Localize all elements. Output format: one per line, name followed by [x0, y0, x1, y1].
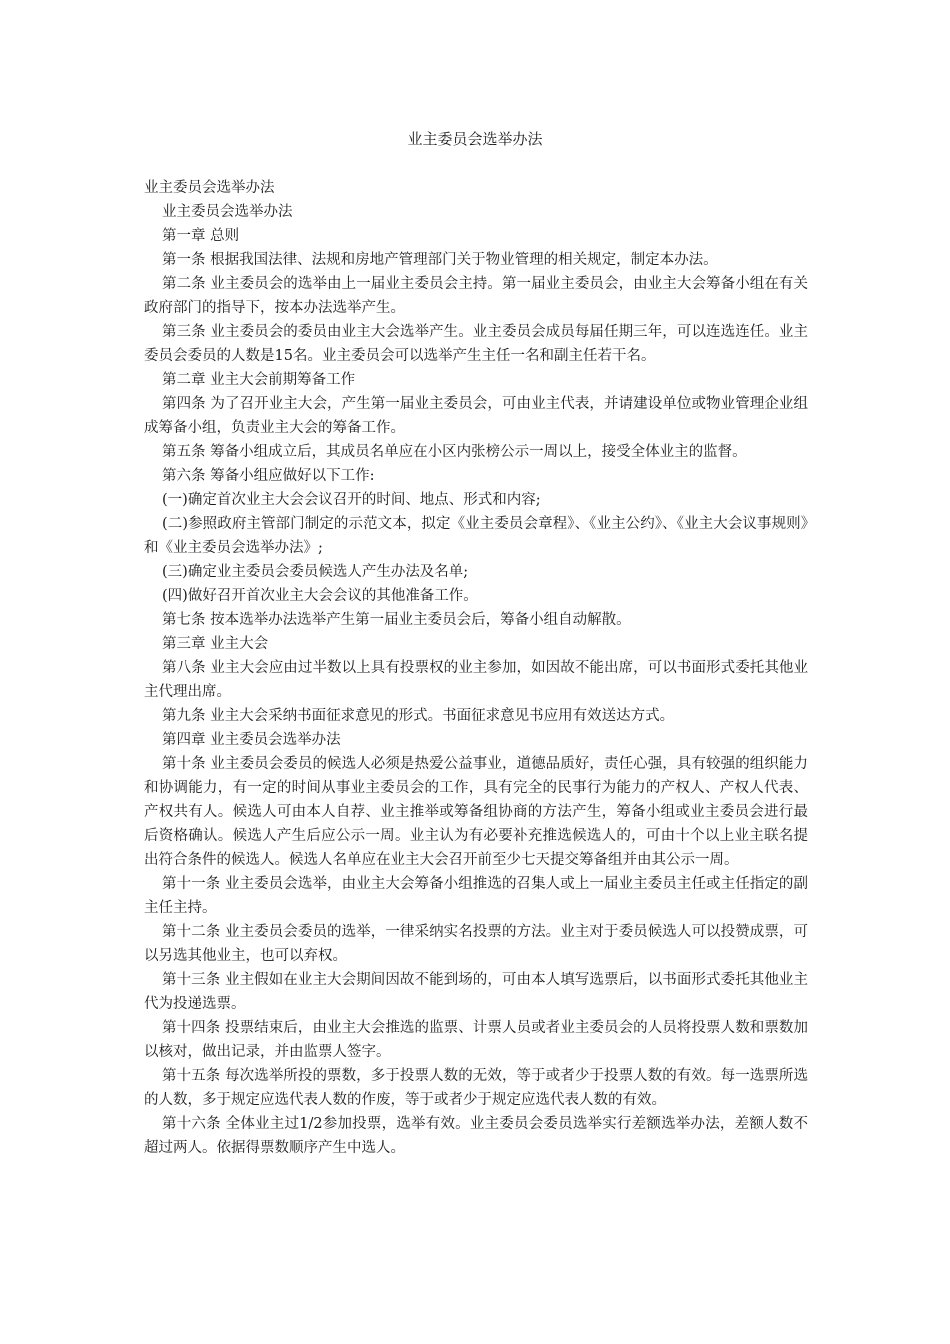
article-paragraph: 第六条 筹备小组应做好以下工作:: [162, 468, 375, 484]
article-paragraph: 第十三条 业主假如在业主大会期间因故不能到场的，可由本人填写选票后，以书面形式委托其他业主代为投递选票。: [144, 972, 808, 1012]
article-paragraph: 第一条 根据我国法律、法规和房地产管理部门关于物业管理的相关规定，制定本办法。: [162, 252, 718, 268]
chapter-heading: 第三章 业主大会: [162, 636, 269, 652]
heading-repeat-indented: 业主委员会选举办法: [162, 204, 293, 220]
article-paragraph: 第十四条 投票结束后，由业主大会推选的监票、计票人员或者业主委员会的人员将投票人数和票数加以核对，做出记录，并由监票人签字。: [144, 1020, 808, 1060]
article-paragraph: 第五条 筹备小组成立后，其成员名单应在小区内张榜公示一周以上，接受全体业主的监督。: [162, 444, 747, 460]
chapter-heading: 第二章 业主大会前期筹备工作: [162, 372, 356, 388]
chapter-heading: 第一章 总则: [162, 228, 240, 244]
list-item: (一)确定首次业主大会会议召开的时间、地点、形式和内容;: [162, 492, 541, 508]
list-item: (四)做好召开首次业主大会会议的其他准备工作。: [162, 588, 478, 604]
article-paragraph: 第十一条 业主委员会选举，由业主大会筹备小组推选的召集人或上一届业主委员主任或主任指定的副主任主持。: [144, 876, 808, 916]
chapter-heading: 第四章 业主委员会选举办法: [162, 732, 341, 748]
article-paragraph: 第三条 业主委员会的委员由业主大会选举产生。业主委员会成员每届任期三年，可以连选连任。业主委员会委员的人数是15名。业主委员会可以选举产生主任一名和副主任若干名。: [144, 324, 808, 364]
article-paragraph: 第十二条 业主委员会委员的选举，一律采纳实名投票的方法。业主对于委员候选人可以投赞成票，可以另选其他业主，也可以弃权。: [144, 924, 808, 964]
document-body: [144, 176, 808, 1160]
article-paragraph: 第八条 业主大会应由过半数以上具有投票权的业主参加，如因故不能出席，可以书面形式委托其他业主代理出席。: [144, 660, 808, 700]
article-paragraph: 第十五条 每次选举所投的票数，多于投票人数的无效，等于或者少于投票人数的有效。每一选票所选的人数，多于规定应选代表人数的作废，等于或者少于规定应选代表人数的有效。: [144, 1068, 808, 1108]
document-title: 业主委员会选举办法: [407, 130, 543, 148]
article-paragraph: 第七条 按本选举办法选举产生第一届业主委员会后，筹备小组自动解散。: [162, 612, 631, 628]
heading-repeat: 业主委员会选举办法: [144, 180, 275, 196]
list-item: (三)确定业主委员会委员候选人产生办法及名单;: [162, 564, 469, 580]
article-paragraph: 第九条 业主大会采纳书面征求意见的形式。书面征求意见书应用有效送达方式。: [162, 708, 675, 724]
article-paragraph: 第十六条 全体业主过1/2参加投票，选举有效。业主委员会委员选举实行差额选举办法，差额人数不超过两人。依据得票数顺序产生中选人。: [144, 1116, 808, 1156]
list-item: (二)参照政府主管部门制定的示范文本，拟定《业主委员会章程》、《业主公约》、《业主大会议事规则》和《业主委员会选举办法》;: [144, 516, 808, 556]
article-paragraph: 第十条 业主委员会委员的候选人必须是热爱公益事业，道德品质好，责任心强，具有较强的组织能力和协调能力，有一定的时间从事业主委员会的工作，具有完全的民事行为能力的产权人、产权人代表、产权共有人。候选人可由本人自荐、业主推举或筹备组协商的方法产生，筹备小组或业主委员会进行最后资格确认。候选人产生后应公示一周。业主认为有必要补充推选候选人的，可由十个以上业主联名提出符合条件的候选人。候选人名单应在业主大会召开前至少七天提交筹备组并由其公示一周。: [144, 756, 808, 868]
article-paragraph: 第二条 业主委员会的选举由上一届业主委员会主持。第一届业主委员会，由业主大会筹备小组在有关政府部门的指导下，按本办法选举产生。: [144, 276, 808, 316]
article-paragraph: 第四条 为了召开业主大会，产生第一届业主委员会，可由业主代表，并请建设单位或物业管理企业组成筹备小组，负责业主大会的筹备工作。: [144, 396, 808, 436]
